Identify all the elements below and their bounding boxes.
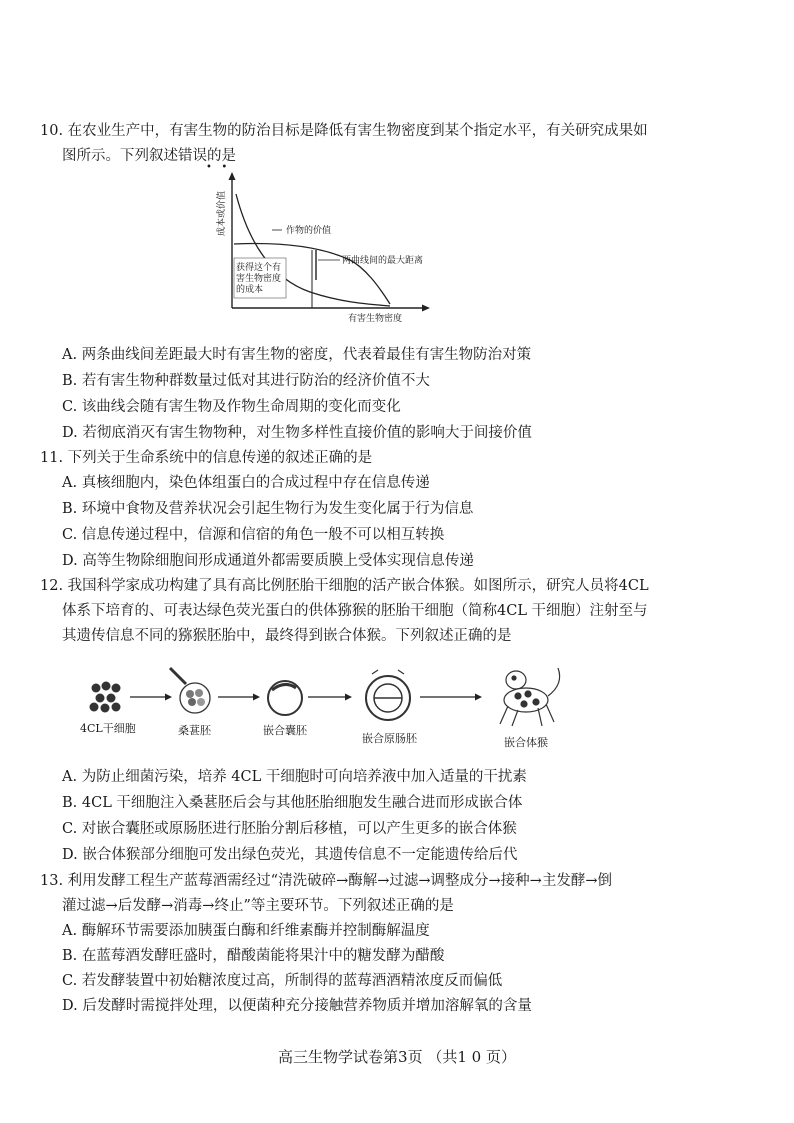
max-distance-label: 两曲线间的最大距离 xyxy=(342,256,424,266)
cost-label-line3: 的成本 xyxy=(236,285,264,295)
q10-option-a: A. 两条曲线间差距最大时有害生物的密度，代表着最佳有害生物防治对策 xyxy=(62,347,532,363)
blastocyst-icon xyxy=(268,681,302,715)
q12-option-b: B. 4CL 干细胞注入桑葚胚后会与其他胚胎细胞发生融合进而形成嵌合体 xyxy=(62,795,523,811)
y-axis-arrow xyxy=(229,172,236,180)
q12-stem-line3: 其遗传信息不同的猕猴胚胎中，最终得到嵌合体猴。下列叙述正确的是 xyxy=(62,628,512,644)
q12-option-d: D. 嵌合体猴部分细胞可发出绿色荧光，其遗传信息不一定能遗传给后代 xyxy=(62,847,518,863)
morula-icon xyxy=(170,668,210,713)
q11-option-d: D. 高等生物除细胞间形成通道外都需要质膜上受体实现信息传递 xyxy=(62,553,474,569)
emphasis-dots: • • xyxy=(206,162,228,173)
arrow-3-head xyxy=(345,694,352,701)
q10-option-c: C. 该曲线会随有害生物及作物生命周期的变化而变化 xyxy=(62,399,401,415)
q13-stem-line2: 灌过滤→后发酵→消毒→终止”等主要环节。下列叙述正确的是 xyxy=(62,898,454,914)
q13-option-a: A. 酶解环节需要添加胰蛋白酶和纤维素酶并控制酶解温度 xyxy=(62,923,430,939)
q11-option-a: A. 真核细胞内，染色体组蛋白的合成过程中存在信息传递 xyxy=(62,475,430,491)
q11-option-b: B. 环境中食物及营养状况会引起生物行为发生变化属于行为信息 xyxy=(62,501,474,517)
q12-option-c: C. 对嵌合囊胚或原肠胚进行胚胎分割后移植，可以产生更多的嵌合体猴 xyxy=(62,821,517,837)
q13-stem-line1: 13. 利用发酵工程生产蓝莓酒需经过“清洗破碎→酶解→过滤→调整成分→接种→主发酵→倒 xyxy=(40,873,612,889)
label-morula: 桑葚胚 xyxy=(178,724,211,737)
q13-option-c: C. 若发酵装置中初始糖浓度过高，所制得的蓝莓酒酒精浓度反而偏低 xyxy=(62,973,503,989)
q13-option-b: B. 在蓝莓酒发酵旺盛时，醋酸菌能将果汁中的糖发酵为醋酸 xyxy=(62,948,445,964)
q12-stem-line1: 12. 我国科学家成功构建了具有高比例胚胎干细胞的活产嵌合体猴。如图所示，研究人员将4CL xyxy=(40,578,649,594)
chimeric-monkey-icon xyxy=(500,668,560,726)
q10-stem-line1: 10. 在农业生产中，有害生物的防治目标是降低有害生物密度到某个指定水平，有关研究成果如 xyxy=(40,123,648,139)
x-axis-label: 有害生物密度 xyxy=(348,314,403,324)
stem-cells-icon xyxy=(90,682,121,713)
q12-stem-line2: 体系下培育的、可表达绿色荧光蛋白的供体猕猴的胚胎干细胞（简称4CL 干细胞）注射至与 xyxy=(62,603,648,619)
cost-label-line1: 获得这个有 xyxy=(236,263,282,273)
q11-stem: 11. 下列关于生命系统中的信息传递的叙述正确的是 xyxy=(40,450,373,466)
label-chimeric-monkey: 嵌合体猴 xyxy=(504,736,548,749)
label-stem-cells: 4CL干细胞 xyxy=(80,722,136,735)
q10-stem-line2: 图所示。下列叙述错误的是 xyxy=(62,148,236,164)
page-footer: 高三生物学试卷第3页 （共1 0 页） xyxy=(278,1048,516,1066)
label-gastrula: 嵌合原肠胚 xyxy=(362,732,417,745)
q13-option-d: D. 后发酵时需搅拌处理，以便菌种充分接触营养物质并增加溶解氧的含量 xyxy=(62,998,532,1014)
q10-figure xyxy=(200,170,450,325)
y-axis-label: 成本或价值 xyxy=(217,190,227,236)
q12-figure xyxy=(80,660,570,756)
q12-option-a: A. 为防止细菌污染，培养 4CL 干细胞时可向培养液中加入适量的干扰素 xyxy=(62,769,527,785)
label-blastocyst: 嵌合囊胚 xyxy=(263,724,307,737)
q10-option-d: D. 若彻底消灭有害生物物种，对生物多样性直接价值的影响大于间接价值 xyxy=(62,425,532,441)
arrow-2-head xyxy=(253,694,260,701)
arrow-4-head xyxy=(475,694,482,701)
x-axis-arrow xyxy=(422,305,430,312)
q11-option-c: C. 信息传递过程中，信源和信宿的角色一般不可以相互转换 xyxy=(62,527,445,543)
arrow-1-head xyxy=(165,694,172,701)
value-curve-label: 作物的价值 xyxy=(286,226,332,236)
gastrula-icon xyxy=(366,670,410,720)
q10-option-b: B. 若有害生物种群数量过低对其进行防治的经济价值不大 xyxy=(62,373,430,389)
cost-label-line2: 害生物密度 xyxy=(236,274,282,284)
